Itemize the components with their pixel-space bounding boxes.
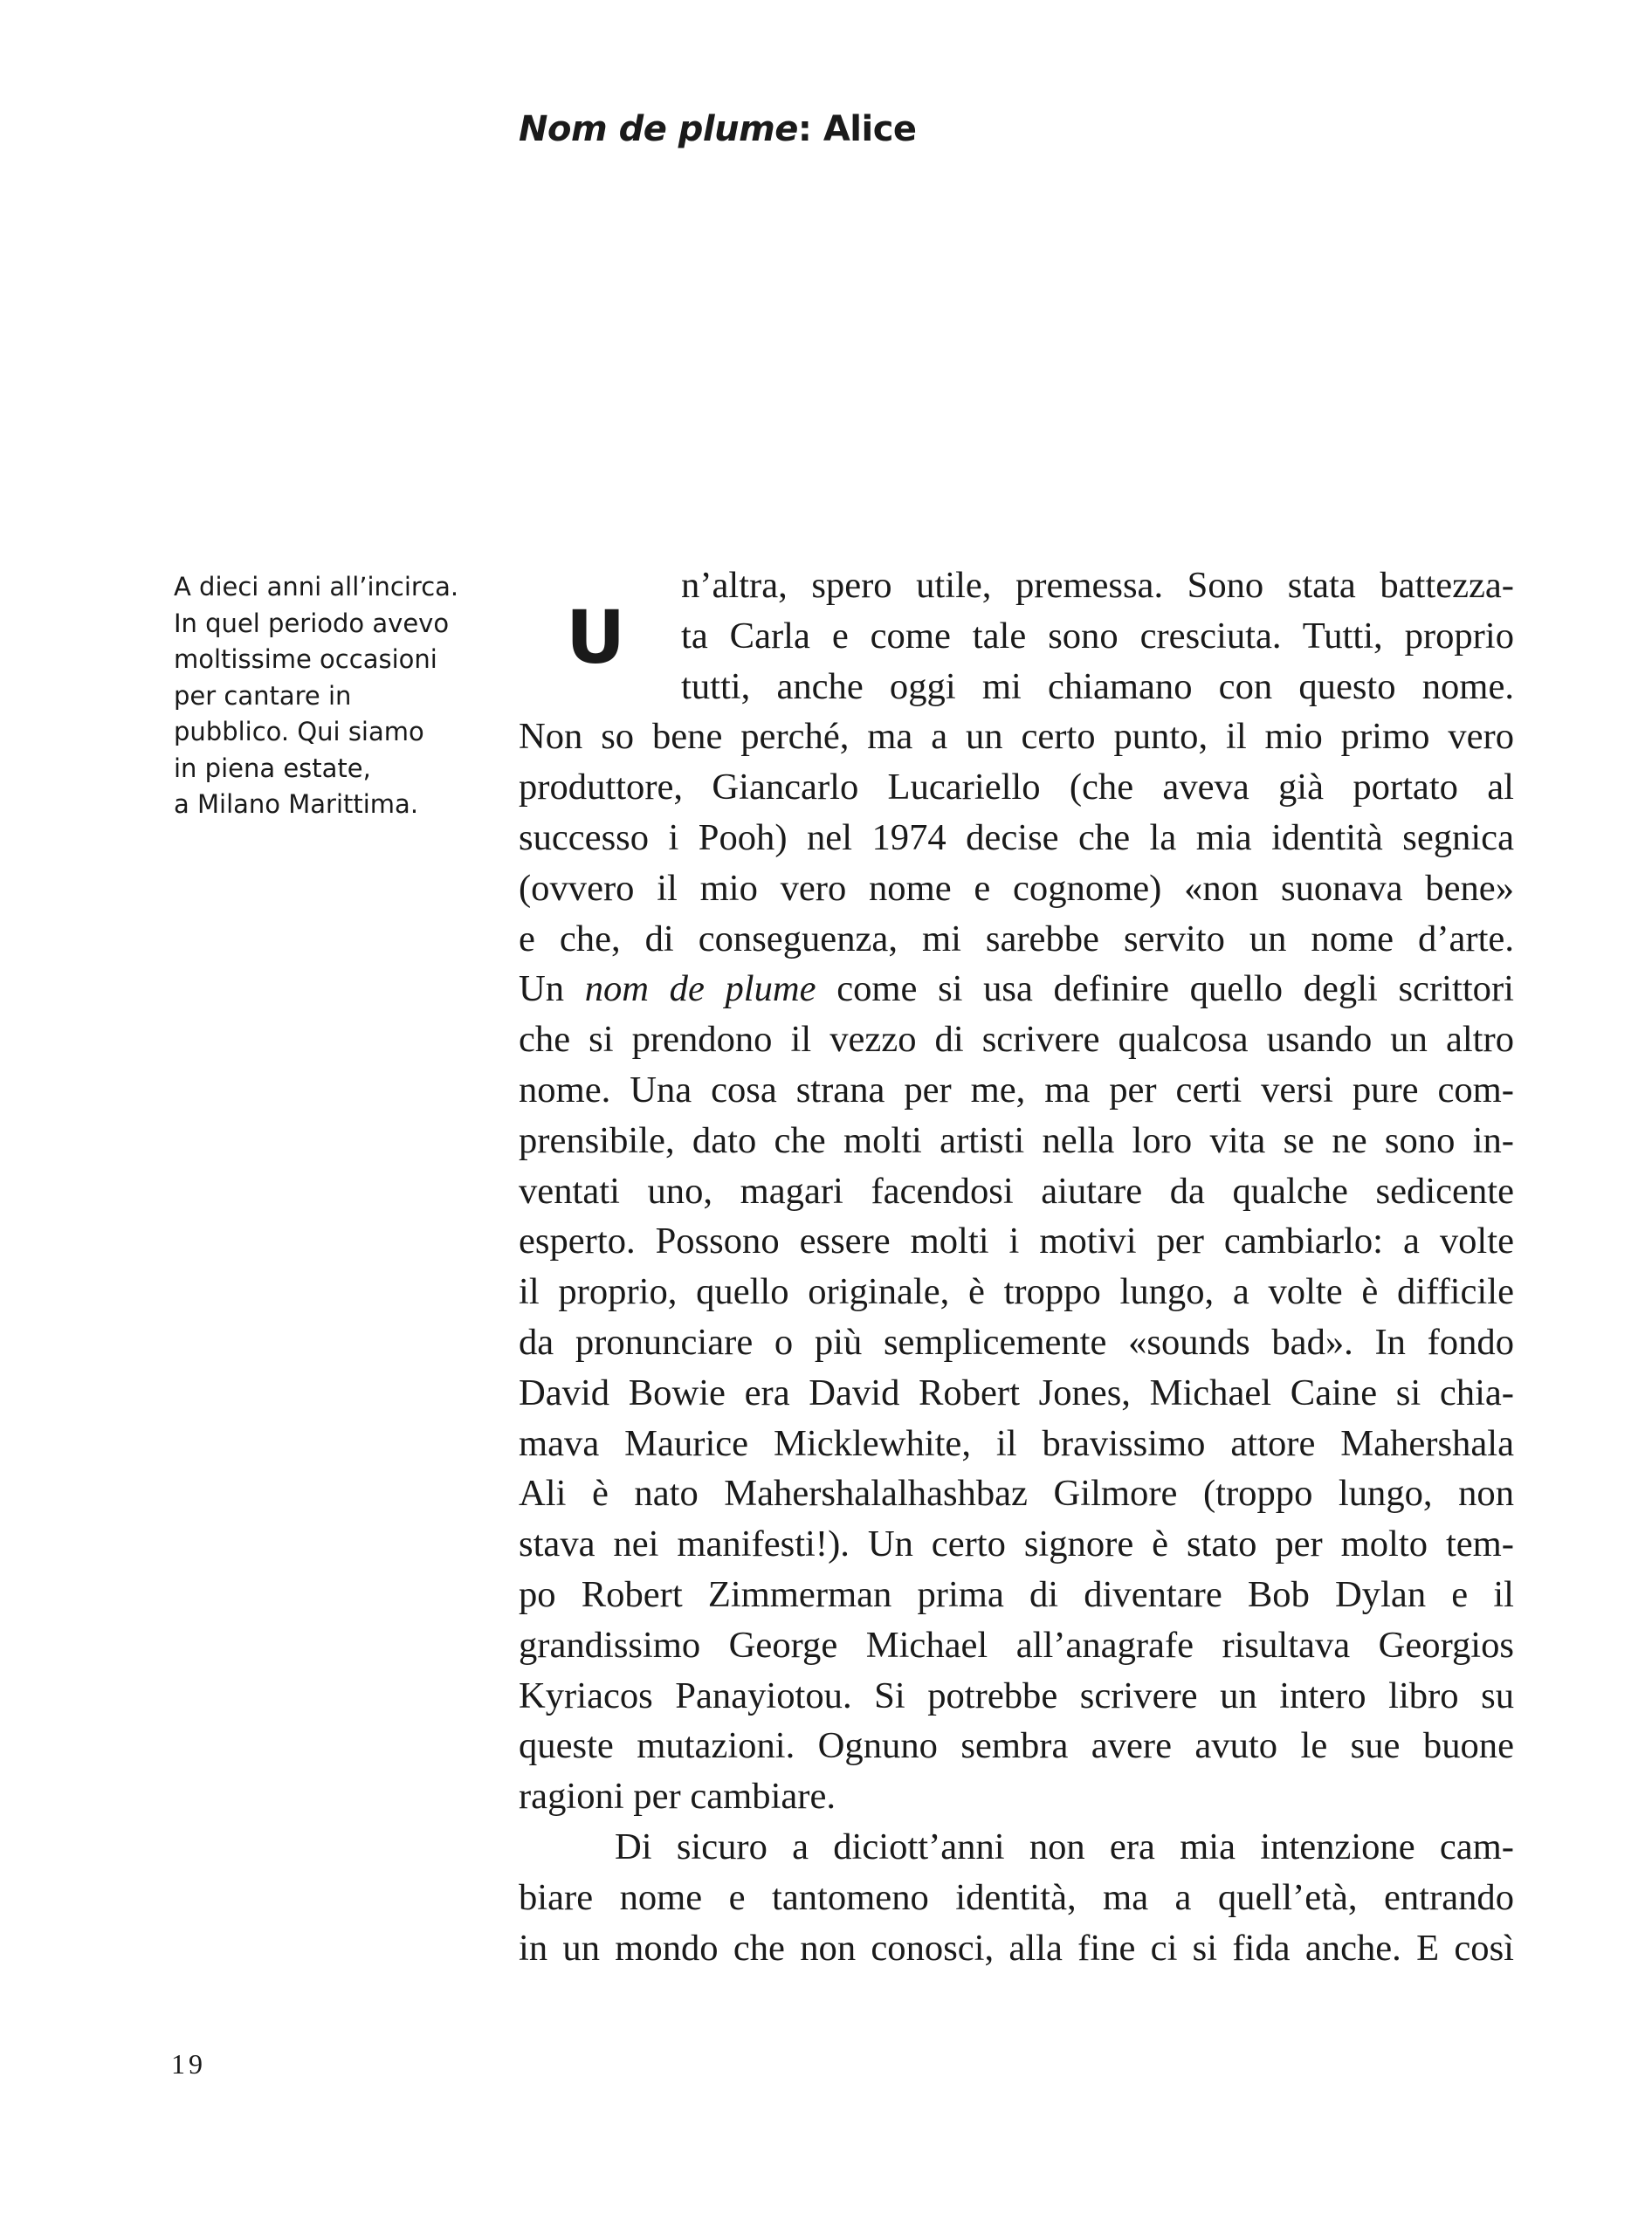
body-fragment: come si usa definire quello degli scrittori (816, 968, 1514, 1010)
page-number: 19 (171, 2048, 206, 2080)
body-line: mava Maurice Micklewhite, il bravissimo attore Mahershala (519, 1422, 1514, 1464)
body-line: queste mutazioni. Ognuno sembra avere avuto le sue buone (519, 1725, 1514, 1767)
body-line: successo i Pooh) nel 1974 decise che la mia identità segnica (519, 816, 1514, 858)
body-fragment: Un (519, 968, 585, 1010)
body-line: produttore, Giancarlo Lucariello (che aveva già portato al (519, 767, 1514, 808)
body-line: tutti, anche oggi mi chiamano con questo nome. (681, 665, 1514, 707)
body-line (519, 964, 1514, 1014)
body-line: prensibile, dato che molti artisti nella loro vita se ne sono in- (519, 1119, 1514, 1161)
body-line: il proprio, quello originale, è troppo lungo, a volte è difficile (519, 1271, 1514, 1313)
body-line: che si prendono il vezzo di scrivere qualcosa usando un altro (519, 1019, 1514, 1061)
caption-line: a Milano Marittima. (174, 789, 419, 819)
body-italic-term: nom de plume (584, 968, 816, 1010)
body-line: Ali è nato Mahershalalhashbaz Gilmore (troppo lungo, non (519, 1473, 1514, 1515)
body-line: nome. Una cosa strana per me, ma per certi versi pure com- (519, 1069, 1514, 1111)
body-line: ta Carla e come tale sono cresciuta. Tutti, proprio (681, 615, 1514, 657)
chapter-title-italic: Nom de plume (519, 109, 798, 149)
caption-line: per cantare in (174, 680, 352, 711)
photo-caption (174, 569, 488, 823)
body-line: Kyriacos Panayiotou. Si potrebbe scrivere un intero libro su (519, 1675, 1514, 1716)
body-line: (ovvero il mio vero nome e cognome) «non suonava bene» (519, 867, 1514, 909)
body-line: Di sicuro a diciott’anni non era mia intenzione cam- (615, 1826, 1514, 1867)
body-line: Non so bene perché, ma a un certo punto, il mio primo vero (519, 716, 1514, 758)
body-text (519, 560, 1514, 1973)
body-line: grandissimo George Michael all’anagrafe risultava Georgios (519, 1624, 1514, 1666)
drop-cap: U (566, 595, 626, 680)
body-line: po Robert Zimmerman prima di diventare Bob Dylan e il (519, 1573, 1514, 1615)
body-line: in un mondo che non conosci, alla fine ci si fida anche. E così (519, 1927, 1514, 1969)
chapter-title (519, 103, 917, 155)
caption-line: In quel periodo avevo (174, 608, 450, 638)
body-line: biare nome e tantomeno identità, ma a quell’età, entrando (519, 1876, 1514, 1918)
body-line: e che, di conseguenza, mi sarebbe servito un nome d’arte. (519, 918, 1514, 959)
caption-line: in piena estate, (174, 753, 371, 783)
body-line: esperto. Possono essere molti i motivi per cambiarlo: a volte (519, 1221, 1514, 1262)
body-line: stava nei manifesti!). Un certo signore è stato per molto tem- (519, 1523, 1514, 1565)
body-line: n’altra, spero utile, premessa. Sono stata battezza- (681, 565, 1514, 606)
body-line: da pronunciare o più semplicemente «sounds bad». In fondo (519, 1321, 1514, 1363)
body-line: ragioni per cambiare. (519, 1776, 836, 1818)
caption-line: pubblico. Qui siamo (174, 717, 424, 746)
caption-line: A dieci anni all’incirca. (174, 572, 459, 602)
chapter-title-rest: : Alice (797, 109, 917, 149)
caption-line: moltissime occasioni (174, 644, 437, 674)
body-line: ventati uno, magari facendosi aiutare da qualche sedicente (519, 1170, 1514, 1212)
body-line: David Bowie era David Robert Jones, Michael Caine si chia- (519, 1372, 1514, 1413)
